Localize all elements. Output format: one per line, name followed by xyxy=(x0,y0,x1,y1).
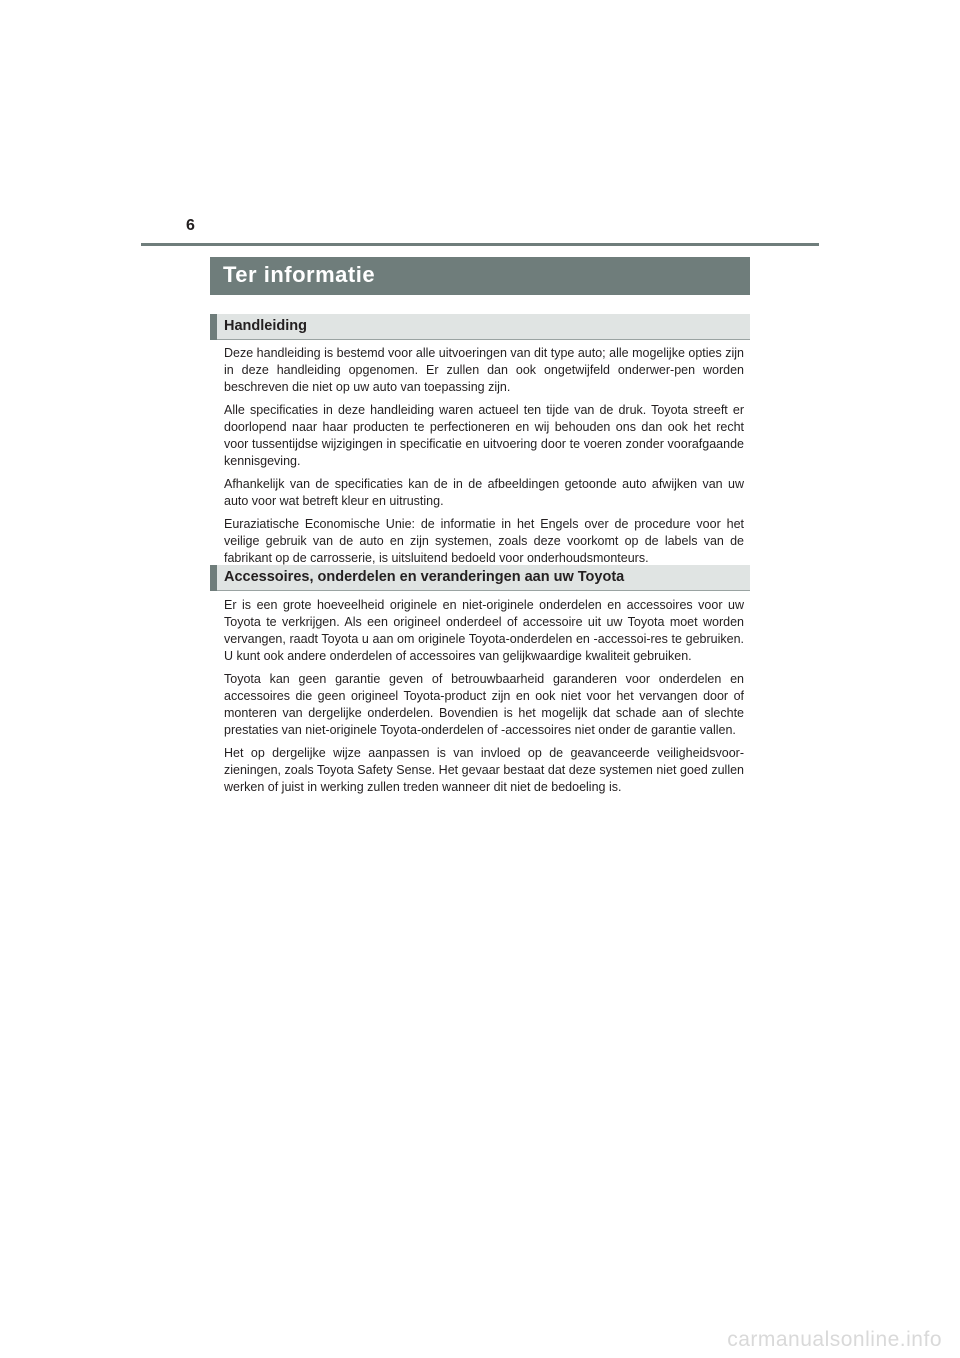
heading-accent xyxy=(210,314,217,340)
section-body-handleiding xyxy=(224,345,744,573)
page-number: 6 xyxy=(186,217,195,234)
section-heading-accessoires xyxy=(210,565,750,591)
title-bar xyxy=(210,257,750,295)
paragraph: Euraziatische Economische Unie: de informatie in het Engels over de procedure voor het veilige gebruik van de auto en zijn systemen, zoals deze voorkomt op de labels van de fabrikant op de carrosserie, is uitsluitend bedoeld voor onderhoudsmonteurs. xyxy=(224,517,744,565)
paragraph: Er is een grote hoeveelheid originele en niet-originele onderdelen en accessoires voor uw Toyota te verkrijgen. Als een origineel onderdeel of accessoire uit uw Toyota moet worden vervangen, raadt Toyota u aan om originele Toyota-onderdelen en -accessoi-res te gebruiken. U kunt ook andere onderdelen of accessoires van gelijkwaardige kwaliteit gebruiken. xyxy=(224,598,744,663)
header-rule xyxy=(141,243,819,246)
paragraph: Afhankelijk van de specificaties kan de in de afbeeldingen getoonde auto afwijken van uw auto voor wat betreft kleur en uitrusting. xyxy=(224,477,744,508)
page-title: Ter informatie xyxy=(223,262,376,287)
watermark: carmanualsonline.info xyxy=(727,1328,942,1351)
section-heading-handleiding xyxy=(210,314,750,340)
paragraph: Het op dergelijke wijze aanpassen is van invloed op de geavanceerde veiligheidsvoor-zieningen, zoals Toyota Safety Sense. Het gevaar bestaat dat deze systemen niet goed zullen werken of juist in werking zullen treden wanneer dit niet de bedoeling is. xyxy=(224,746,744,794)
section-heading-text: Handleiding xyxy=(224,318,307,334)
section-heading-text: Accessoires, onderdelen en veranderingen aan uw Toyota xyxy=(224,569,625,585)
section-body-accessoires xyxy=(224,597,744,802)
heading-accent xyxy=(210,565,217,591)
paragraph: Alle specificaties in deze handleiding waren actueel ten tijde van de druk. Toyota streeft er doorlopend naar haar producten te perfectioneren en wij behouden ons dan ook het recht voor tussentijdse wijzigingen in specificatie en uitvoering door te voeren zonder voorafgaande kennisgeving. xyxy=(224,403,744,468)
paragraph: Deze handleiding is bestemd voor alle uitvoeringen van dit type auto; alle mogelijke opties zijn in deze handleiding opgenomen. Er zullen dan ook ongetwijfeld onderwer-pen worden beschreven die niet op uw auto van toepassing zijn. xyxy=(224,346,744,394)
paragraph: Toyota kan geen garantie geven of betrouwbaarheid garanderen voor onderdelen en accessoires die geen origineel Toyota-product zijn en ook niet voor het vervangen door of monteren van dergelijke onderdelen. Bovendien is het mogelijk dat schade aan of slechte prestaties van niet-originele Toyota-onderdelen of -accessoires niet onder de garantie vallen. xyxy=(224,672,744,737)
